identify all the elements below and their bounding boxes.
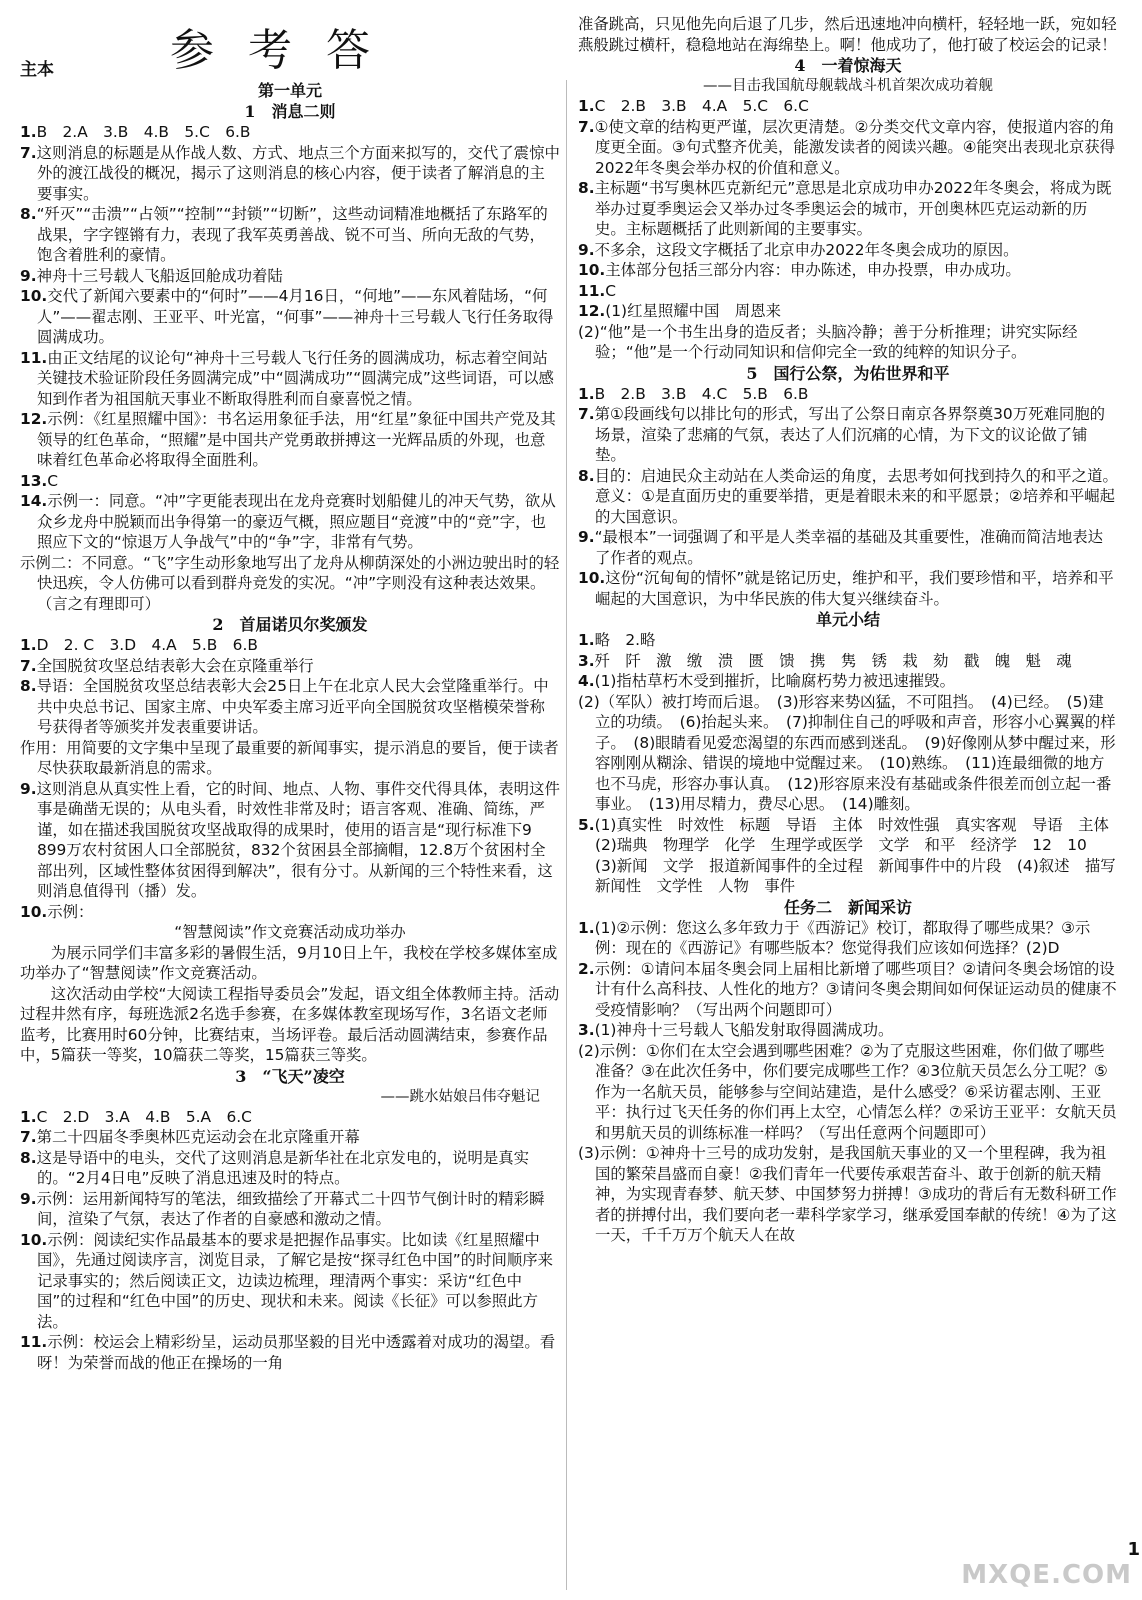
answer-item: 12.示例：《红星照耀中国》：书名运用象征手法，用“红星”象征中国共产党及其领导的红色革命，“照耀”是中国共产党勇敢拼搏这一光辉品质的外现，也意味着红色革命必将取得全面胜利。 — [20, 410, 556, 469]
answer-item: 10.交代了新闻六要素中的“何时”——4月16日，“何地”——东风着陆场，“何人”——翟志刚、王亚平、叶光富，“何事”——神舟十三号载人飞行任务取得圆满成功。 — [20, 287, 554, 346]
answer-item: 7.这则消息的标题是从作战人数、方式、地点三个方面来拟写的，交代了震惊中外的渡江战役的概况，揭示了这则消息的核心内容，便于读者了解消息的主要事实。 — [20, 143, 560, 203]
answer-continuation: 示例二：不同意。“飞”字生动形象地写出了龙舟从柳荫深处的小洲边驶出时的轻快迅疾，令人仿佛可以看到群舟竞发的实况。“冲”字则没有这种表达效果。（言之有理即可） — [20, 553, 560, 613]
answer-list — [20, 122, 560, 614]
left-column — [20, 80, 560, 1373]
news-title: “智慧阅读”作文竞赛活动成功举办 — [174, 923, 406, 941]
answer-item: 7.①使文章的结构更严谨，层次更清楚。②分类交代文章内容，使报道内容的角度更全面。③句式整齐优美，能激发读者的阅读兴趣。④能突出表现北京获得2022年冬奥会举办权的价值和意义。 — [578, 117, 1116, 177]
answer-item: 13.C — [20, 471, 59, 490]
answer-item: 3.歼 阡 激 缴 溃 匮 馈 携 隽 锈 栽 劾 戳 魄 魁 魂 — [578, 651, 1072, 670]
answer-item: 1.B 2.B 3.B 4.C 5.B 6.B — [578, 384, 809, 403]
answer-item: 11.由正文结尾的议论句“神舟十三号载人飞行任务的圆满成功，标志着空间站关键技术验证阶段任务圆满完成”中“圆满成功”“圆满完成”这些词语，可以感知到作者为祖国航天事业不断取得胜利而自豪喜悦之情。 — [20, 348, 554, 408]
answer-continuation: 准备跳高，只见他先向后退了几步，然后迅速地冲向横杆，轻轻地一跃，宛如轻燕般跳过横杆，稳稳地站在海绵垫上。啊！他成功了，他打破了校运会的记录！ — [578, 15, 1117, 54]
answer-item: 8.主标题“书写奥林匹克新纪元”意思是北京成功申办2022年冬奥会，将成为既举办过夏季奥运会又举办过冬季奥运会的城市，开创奥林匹克运动新的历史。主标题概括了此则新闻的主要事实。 — [578, 179, 1112, 238]
answer-item: 7.全国脱贫攻坚总结表彰大会在京隆重举行 — [20, 656, 314, 675]
task-heading: 任务二 新闻采访 — [783, 897, 912, 917]
chapter-heading: 1 消息二则 — [244, 102, 336, 121]
answer-item: 10.主体部分包括三部分内容：申办陈述，申办投票，申办成功。 — [578, 261, 1021, 279]
answer-continuation: (3)示例：①神舟十三号的成功发射，是我国航天事业的又一个里程碑，我为祖国的繁荣昌盛而自豪！②我们青年一代要传承艰苦奋斗、敢于创新的航天精神，为实现青春梦、航天梦、中国梦努力拼搏！③成功的背后有无数科研工作者的拼搏付出，我们要向老一辈科学家学习，继承爱国奉献的传统！④为了这一天，千千万万个航天人在故 — [578, 1144, 1117, 1244]
answer-item: 9.示例：运用新闻特写的笔法，细致描绘了开幕式二十四节气倒计时的精彩瞬间，渲染了气氛，表达了作者的自豪感和激动之情。 — [20, 1189, 545, 1228]
answer-item: 1.C 2.D 3.A 4.B 5.A 6.C — [20, 1107, 252, 1126]
news-paragraph: 这次活动由学校“大阅读工程指导委员会”发起，语文组全体教师主持。活动过程井然有序，每班选派2名选手参赛，在多媒体教室现场写作，3名语文老师监考，比赛用时60分钟，比赛结束，当场评卷。最后活动圆满结束，参赛作品中，5篇获一等奖，10篇获二等奖，15篇获三等奖。 — [20, 984, 560, 1064]
answer-item: 11.示例：校运会上精彩纷呈，运动员那坚毅的目光中透露着对成功的渴望。看呀！为荣誉而战的他正在操场的一角 — [20, 1333, 556, 1372]
answer-item: 7.第①段画线句以排比句的形式，写出了公祭日南京各界祭奠30万死难同胞的场景，渲染了悲痛的气氛，表达了人们沉痛的心情，为下文的议论做了铺垫。 — [578, 405, 1106, 464]
answer-item: 11.C — [578, 281, 617, 300]
answer-item: 5.(1)真实性 时效性 标题 导语 主体 时效性强 真实客观 导语 主体 (2)瑞典 物理学 化学 生理学或医学 文学 和平 经济学 12 10 (3)新闻 文学 报道新闻事件的全过程 新闻事件中的片段 (4)叙述 描写 新闻性 文学性 人物 事件 — [578, 815, 1132, 895]
answer-list — [578, 918, 1118, 1246]
answer-item: 4.(1)指枯草朽木受到摧折，比喻腐朽势力被迅速摧毁。 — [578, 672, 955, 690]
answer-item: 9.神舟十三号载人飞船返回舱成功着陆 — [20, 266, 283, 285]
news-paragraph: 为展示同学们丰富多彩的暑假生活，9月10日上午，我校在学校多媒体室成功举办了“智慧阅读”作文竞赛活动。 — [20, 943, 558, 982]
answer-item: 2.示例：①请问本届冬奥会同上届相比新增了哪些项目？②请问冬奥会场馆的设计有什么高科技、人性化的地方？③请问冬奥会期间如何保证运动员的健康不受疫情影响？（写出两个问题即可） — [578, 959, 1117, 1019]
answer-list — [578, 384, 1118, 610]
watermark: MXQE.COM — [961, 1560, 1132, 1590]
answer-item: 9.“最根本”一词强调了和平是人类幸福的基础及其重要性，准确而简洁地表达了作者的观点。 — [578, 528, 1104, 567]
column-divider — [566, 80, 567, 1590]
page-title: 参 考 答 — [170, 25, 380, 76]
chapter-subtitle: ——跳水姑娘吕伟夺魁记 — [380, 1088, 540, 1105]
answer-item: 10.示例： — [20, 902, 94, 921]
answer-item: 3.(1)神舟十三号载人飞船发射取得圆满成功。 — [578, 1021, 894, 1039]
answer-item: 10.示例：阅读纪实作品最基本的要求是把握作品事实。比如读《红星照耀中国》，先通过阅读序言，浏览目录，了解它是按“探寻红色中国”的时间顺序来记录事实的；然后阅读正文，边读边梳理，理清两个事实：采访“红色中国”的过程和“红色中国”的历史、现状和未来。阅读《长征》可以参照此方法。 — [20, 1230, 554, 1331]
unit-heading: 第一单元 — [257, 81, 322, 100]
answer-item: 10.这份“沉甸甸的情怀”就是铭记历史，维护和平，我们要珍惜和平，培养和平崛起的大国意识，为中华民族的伟大复兴继续奋斗。 — [578, 569, 1114, 608]
answer-continuation: (2)“他”是一个书生出身的造反者；头脑冷静；善于分析推理；讲究实际经验；“他”是一个行动同知识和信仰完全一致的纯粹的知识分子。 — [578, 322, 1078, 361]
answer-item: 9.不多余，这段文字概括了北京申办2022年冬奥会成功的原因。 — [578, 240, 1019, 259]
answer-item: 1.(1)②示例：您这么多年致力于《西游记》校订，都取得了哪些成果？③示例：现在的《西游记》有哪些版本？您觉得我们应该如何选择？(2)D — [578, 918, 1091, 957]
answer-item: 8.导语：全国脱贫攻坚总结表彰大会25日上午在北京人民大会堂隆重举行。中共中央总书记、国家主席、中央军委主席习近平向全国脱贫攻坚楷模荣誉称号获得者等颁奖并发表重要讲话。 — [20, 677, 549, 736]
section-label: 主本 — [20, 60, 54, 80]
chapter-heading: 3 “飞天”凌空 — [235, 1066, 345, 1086]
chapter-heading: 2 首届诺贝尔奖颁发 — [212, 615, 368, 634]
answer-continuation: 作用：用简要的文字集中呈现了最重要的新闻事实，提示消息的要旨，便于读者尽快获取最新消息的需求。 — [20, 738, 559, 777]
answer-item: 9.这则消息从真实性上看，它的时间、地点、人物、事件交代得具体，表明这件事是确凿无误的；从电头看，时效性非常及时；语言客观、准确、简练，严谨，如在描述我国脱贫攻坚战取得的成果时，使用的语言是“现行标准下9 899万农村贫困人口全部脱贫，832个贫困县全部摘帽，12.8万个贫困村全部出列，区域性整体贫困得到解决”，很有分寸。从新闻的三个特性来看，这则消息值得刊（播）发。 — [20, 779, 560, 900]
chapter-heading: 4 一着惊海天 — [794, 56, 902, 75]
answer-list — [20, 1107, 560, 1374]
answer-item: 1.D 2. C 3.D 4.A 5.B 6.B — [20, 636, 258, 654]
right-column — [578, 14, 1132, 1246]
answer-list — [578, 630, 1132, 897]
answer-item: 8.目的：启迪民众主动站在人类命运的角度，去思考如何找到持久的和平之道。意义：①是直面历史的重要举措，更是着眼未来的和平愿景；②培养和平崛起的大国意识。 — [578, 466, 1118, 526]
answer-item: 1.C 2.B 3.B 4.A 5.C 6.C — [578, 97, 809, 115]
answer-list — [578, 96, 1118, 363]
answer-item: 12.(1)红星照耀中国 周恩来 — [578, 302, 781, 320]
answer-item: 1.略 2.略 — [578, 631, 656, 649]
page-number: 1 — [1127, 1539, 1140, 1560]
answer-item: 14.示例一：同意。“冲”字更能表现出在龙舟竞赛时划船健儿的冲天气势，欲从众乡龙舟中脱颖而出争得第一的豪迈气概，照应题目“竞渡”中的“竞”字，也照应下文的“惊退万人争战气”中的“争”字，非常有气势。 — [20, 492, 556, 551]
answer-item: 8.“歼灭”“击溃”“占领”“控制”“封锁”“切断”，这些动词精准地概括了东路军的战果，字字铿锵有力，表现了我军英勇善战、锐不可当、所向无敌的气势，饱含着胜利的豪情。 — [20, 205, 548, 264]
chapter-subtitle: ——目击我国航母舰载战斗机首架次成功着舰 — [703, 78, 993, 94]
answer-continuation: (2)（军队）被打垮而后退。 (3)形容来势凶猛，不可阻挡。 (4)已经。 (5)建立的功绩。 (6)抬起头来。 (7)抑制住自己的呼吸和声音，形容小心翼翼的样子。 (8)眼睛看见爱恋渴望的东西而感到迷乱。 (9)好像刚从梦中醒过来，形容刚刚从糊涂、错误的境地中觉醒过来。 (10)熟练。 (11)连最细微的地方也不马虎，形容办事认真。 (12)形容原来没有基础或条件很差而创立起一番事业。 (13)用尽精力，费尽心思。 (14)雕刻。 — [578, 692, 1116, 813]
answer-continuation: (2)示例：①你们在太空会遇到哪些困难？②为了克服这些困难，你们做了哪些准备？③在此次任务中，你们要完成哪些工作？④3位航天员怎么分工呢？⑤作为一名航天员，能够参与空间站建造，是什么感受？⑥采访翟志刚、王亚平：执行过飞天任务的你们再上太空，心情怎么样？⑦采访王亚平：女航天员和男航天员的训练标准一样吗？（写出任意两个问题即可） — [578, 1041, 1117, 1142]
summary-heading: 单元小结 — [815, 610, 880, 629]
answer-item: 7.第二十四届冬季奥林匹克运动会在北京隆重开幕 — [20, 1128, 360, 1146]
answer-list — [20, 635, 560, 1066]
chapter-heading: 5 国行公祭，为佑世界和平 — [746, 363, 950, 383]
answer-item: 8.这是导语中的电头，交代了这则消息是新华社在北京发电的，说明是真实的。“2月4日电”反映了消息迅速及时的特点。 — [20, 1148, 530, 1187]
answer-item: 1.B 2.A 3.B 4.B 5.C 6.B — [20, 123, 251, 141]
